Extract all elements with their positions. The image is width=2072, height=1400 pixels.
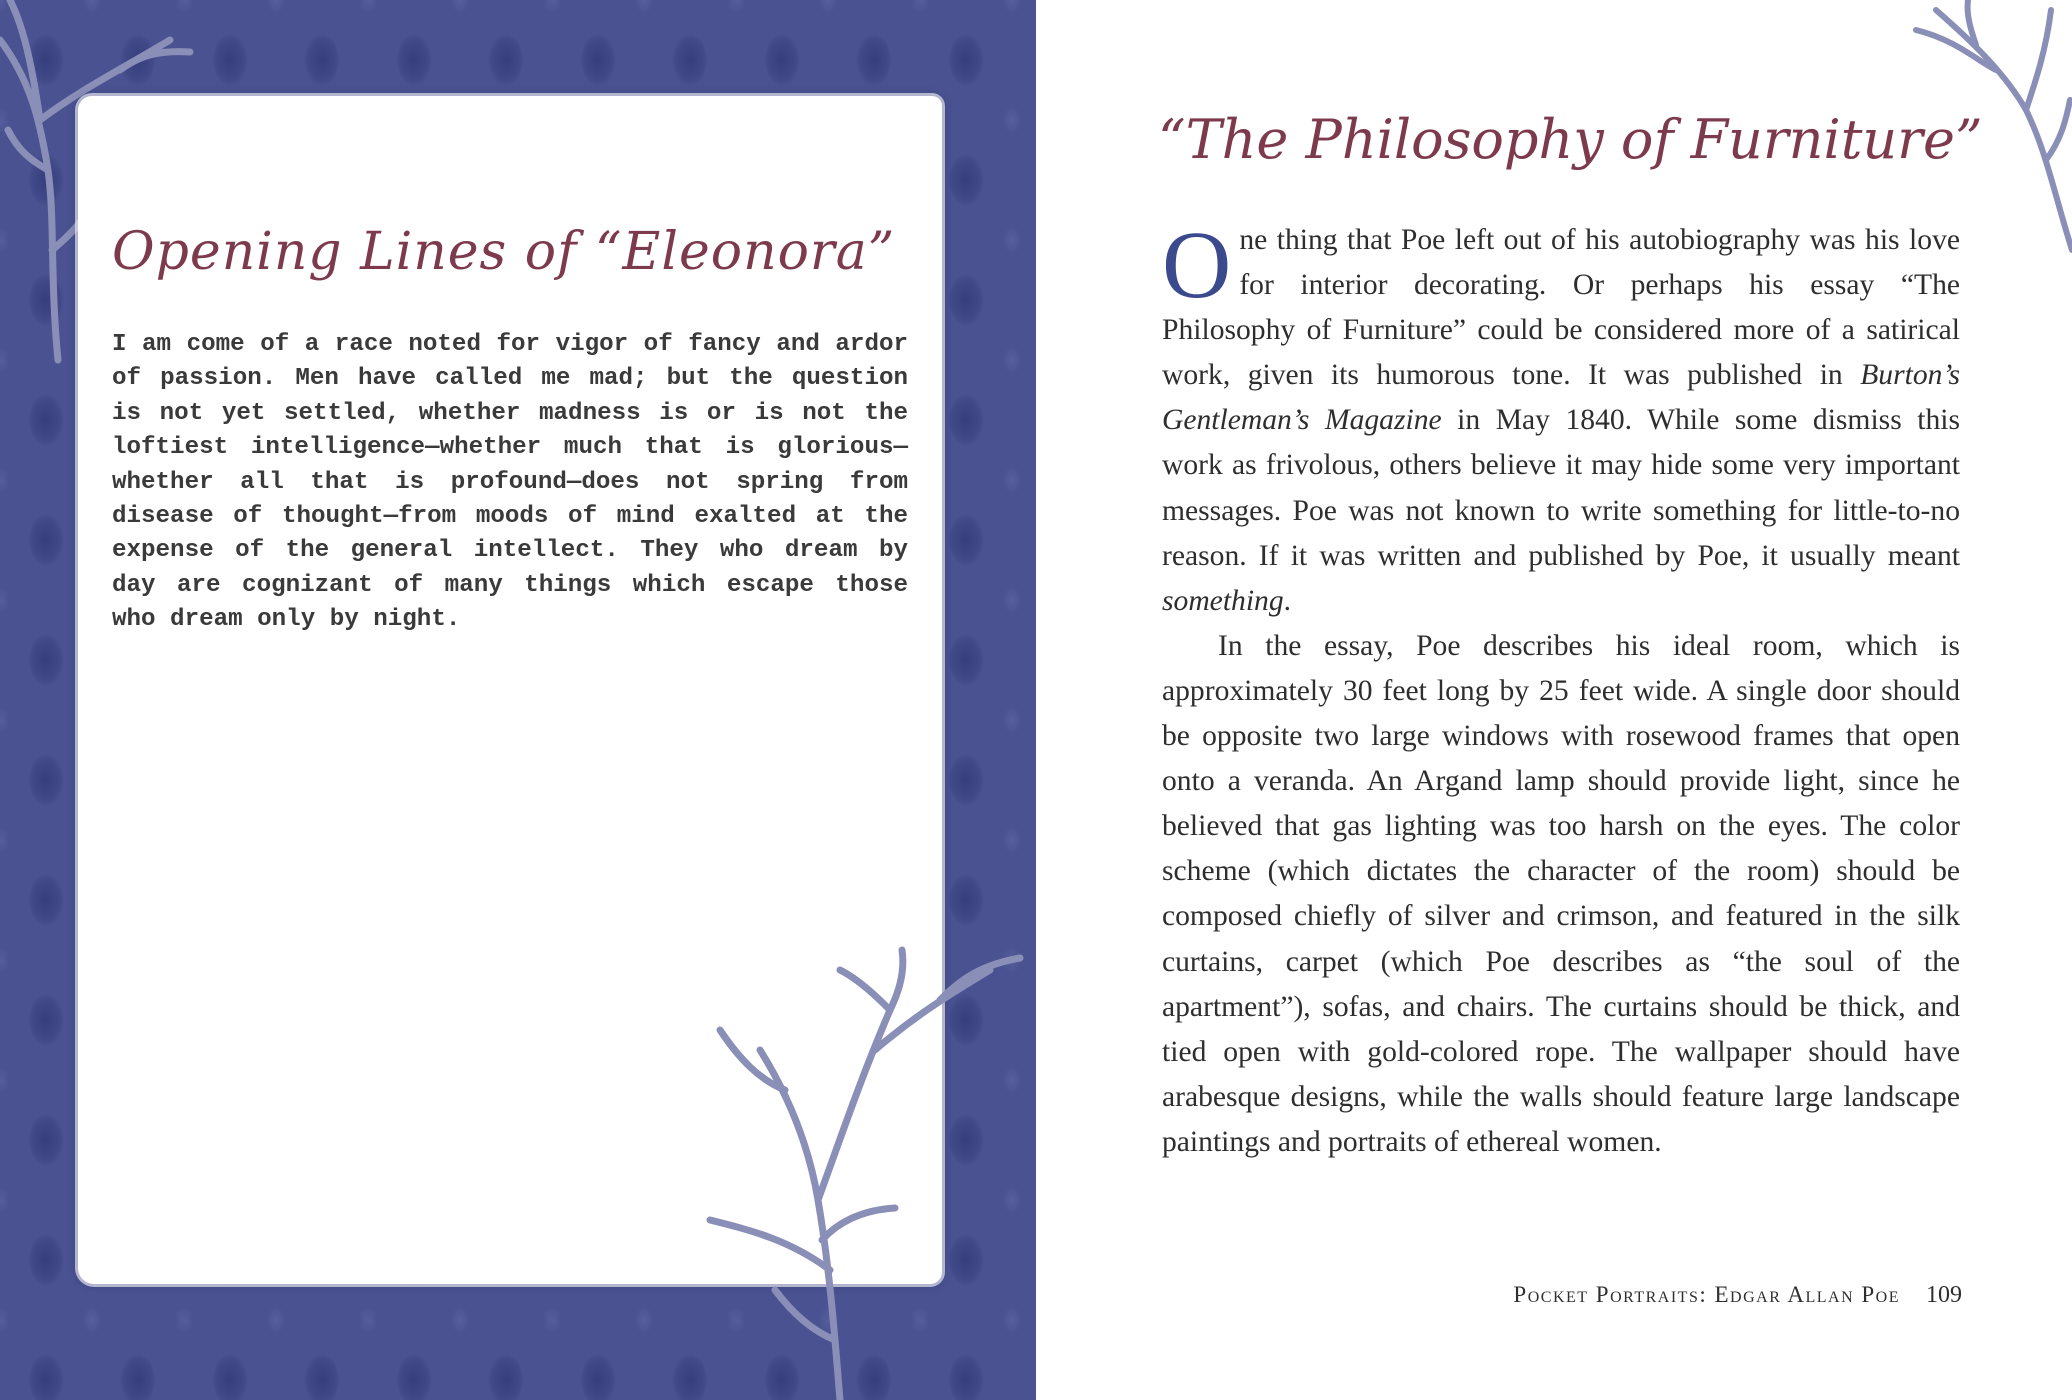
paragraph-1-text-b: in May 1840. While some dismiss this work as frivolous, others believe it may hide some very important messages. Poe was not known to write something for little-to-no reason. If it was written and published by Poe, it usually meant bbox=[1162, 404, 1960, 572]
left-page-title: Opening Lines of “Eleonora” bbox=[112, 222, 896, 282]
page-footer bbox=[1513, 1282, 1962, 1309]
paragraph-2: In the essay, Poe describes his ideal room, which is approximately 30 feet long by 25 feet wide. A single door should be opposite two large windows with rosewood frames that open onto a veranda. An Argand lamp should provide light, since he believed that gas lighting was too harsh on the eyes. The color scheme (which dictates the character of the room) should be composed chiefly of silver and crimson, and featured in the silk curtains, carpet (which Poe describes as “the soul of the apartment”), sofas, and chairs. The curtains should be thick, and tied open with gold-colored rope. The wallpaper should have arabesque designs, while the walls should feature large landscape paintings and portraits of ethereal women. bbox=[1162, 629, 1960, 1158]
essay-text bbox=[1162, 211, 1960, 1165]
running-head: Pocket Portraits: Edgar Allan Poe bbox=[1513, 1282, 1900, 1307]
branch-bottom-right-icon bbox=[690, 940, 1036, 1400]
right-page-title: “The Philosophy of Furniture” bbox=[1158, 108, 1983, 171]
page-number: 109 bbox=[1926, 1282, 1962, 1308]
eleonora-excerpt: I am come of a race noted for vigor of fancy and ardor of passion. Men have called me mad; but the question is not yet settled, whether madness is or is not the loftiest intelligence—whether much that is glorious—whether all that is profound—does not spring from disease of thought—from moods of mind exalted at the expense of the general intellect. They who dream by day are cognizant of many things which escape those who dream only by night. bbox=[112, 331, 908, 634]
emphasis-something: something bbox=[1162, 584, 1284, 617]
paragraph-1 bbox=[1162, 211, 1960, 624]
magazine-title: Burton’s Gentleman’s Magazine bbox=[1162, 359, 1960, 437]
drop-cap: O bbox=[1162, 211, 1232, 318]
paragraph-1-text-a: ne thing that Poe left out of his autobiography was his love for interior decorating. Or perhaps his essay “The Philosophy of Furniture” could be considered more of a satirical work, given its humorous tone. It was published in bbox=[1162, 224, 1960, 392]
paragraph-1-text-c: . bbox=[1283, 584, 1292, 617]
